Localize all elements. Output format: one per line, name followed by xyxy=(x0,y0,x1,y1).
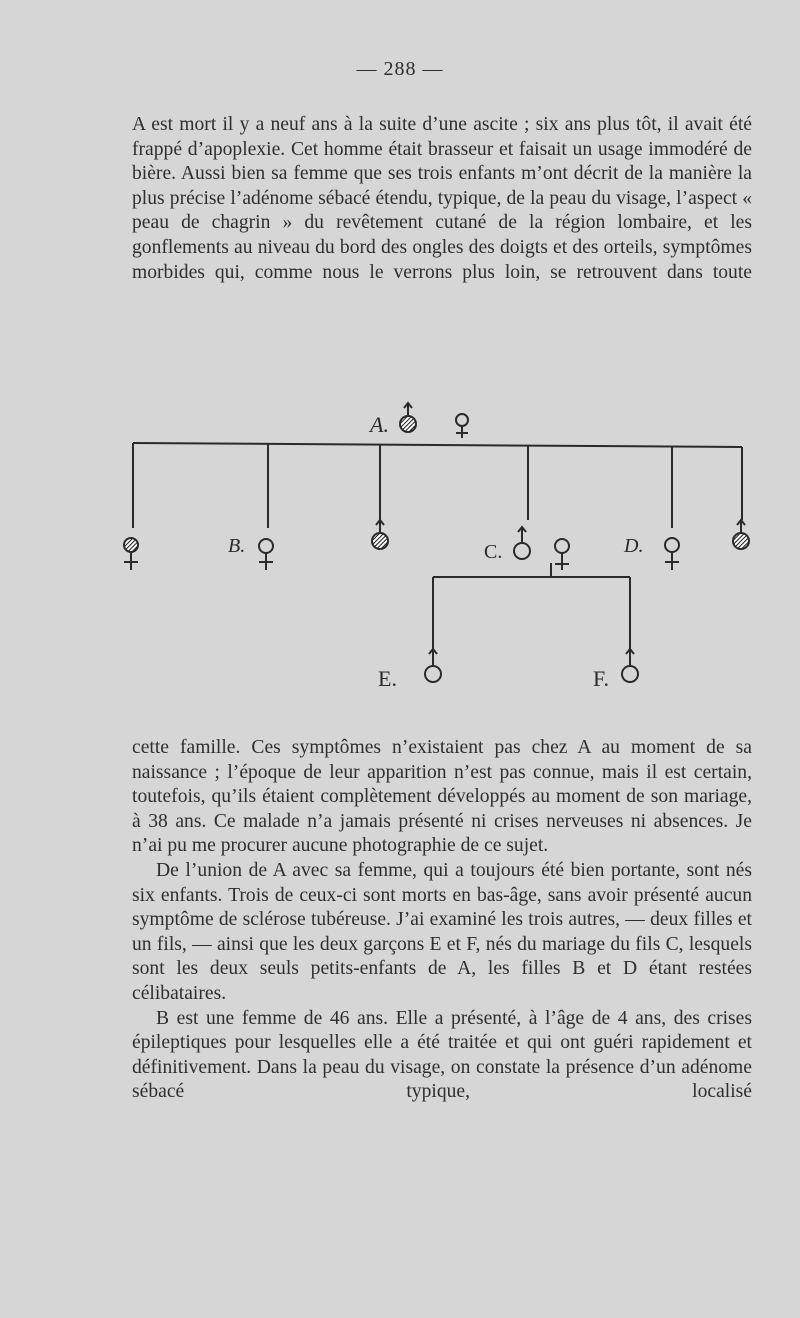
pedigree-label-f: F. xyxy=(593,666,609,691)
female-symbol-d xyxy=(665,538,679,570)
male-symbol-e xyxy=(425,649,441,682)
page-number: — 288 — xyxy=(356,58,444,80)
pedigree-label-d: D. xyxy=(624,535,644,557)
male-symbol-c xyxy=(514,527,530,559)
male-affected-symbol-child-6 xyxy=(733,520,749,549)
bottom-text-block xyxy=(132,736,752,1105)
top-text-block xyxy=(132,113,752,285)
female-symbol-b xyxy=(259,539,273,570)
male-symbol-f xyxy=(622,649,638,682)
pedigree-diagram xyxy=(0,390,800,700)
male-affected-symbol-a xyxy=(400,403,416,432)
male-affected-symbol-child-3 xyxy=(372,520,388,549)
pedigree-label-c: C. xyxy=(484,541,503,563)
paragraph-patient-b: B est une femme de 46 ans. Elle a présenté, à l’âge de 4 ans, des crises épileptiques pour lesquelles elle a été traitée et qui ont guéri rapidement et définitivement. Dans la peau du visage, on constate la présence d’un adénome sébacé typique, localisé xyxy=(132,1007,752,1103)
female-affected-symbol-child-1 xyxy=(124,538,138,570)
female-symbol-wife xyxy=(456,414,468,438)
pedigree-label-a: A. xyxy=(370,412,389,437)
female-symbol-c-wife xyxy=(555,539,569,570)
paragraph-family-symptoms: cette famille. Ces symptômes n’existaient pas chez A au moment de sa naissance ; l’époque de leur apparition n’est pas connue, mais il est certain, toutefois, qu’ils étaient complètement développés au moment de son mariage, à 38 ans. Ce malade n’a jamais présenté ni crises nerveuses ni absences. Je n’ai pu me procurer aucune photographie de ce sujet. xyxy=(132,737,752,857)
pedigree-label-b: B. xyxy=(228,535,246,557)
sibship-line xyxy=(133,443,742,447)
pedigree-label-e: E. xyxy=(378,666,397,691)
paragraph-a-history: A est mort il y a neuf ans à la suite d’une ascite ; six ans plus tôt, il avait été frappé d’apoplexie. Cet homme était brasseur et faisait un usage immodéré de bière. Aussi bien sa femme que ses trois enfants m’ont décrit de la manière la plus précise l’adénome sébacé étendu, typique, de la peau du visage, l’aspect « peau de chagrin » du revêtement cutané de la région lombaire, et les gonflements au niveau du bord des ongles des doigts et des orteils, symptômes morbides qui, comme nous le verrons plus loin, se retrouvent dans toute xyxy=(132,114,752,283)
paragraph-union-children: De l’union de A avec sa femme, qui a toujours été bien portante, sont nés six enfants. Trois de ceux-ci sont morts en bas-âge, sans avoir présenté aucun symptôme de sclérose tubéreuse. J’ai examiné les trois autres, — deux filles et un fils, — ainsi que les deux garçons E et F, nés du mariage du fils C, lesquels sont les deux seuls petits-enfants de A, les filles B et D étant restées célibataires. xyxy=(132,859,752,1004)
